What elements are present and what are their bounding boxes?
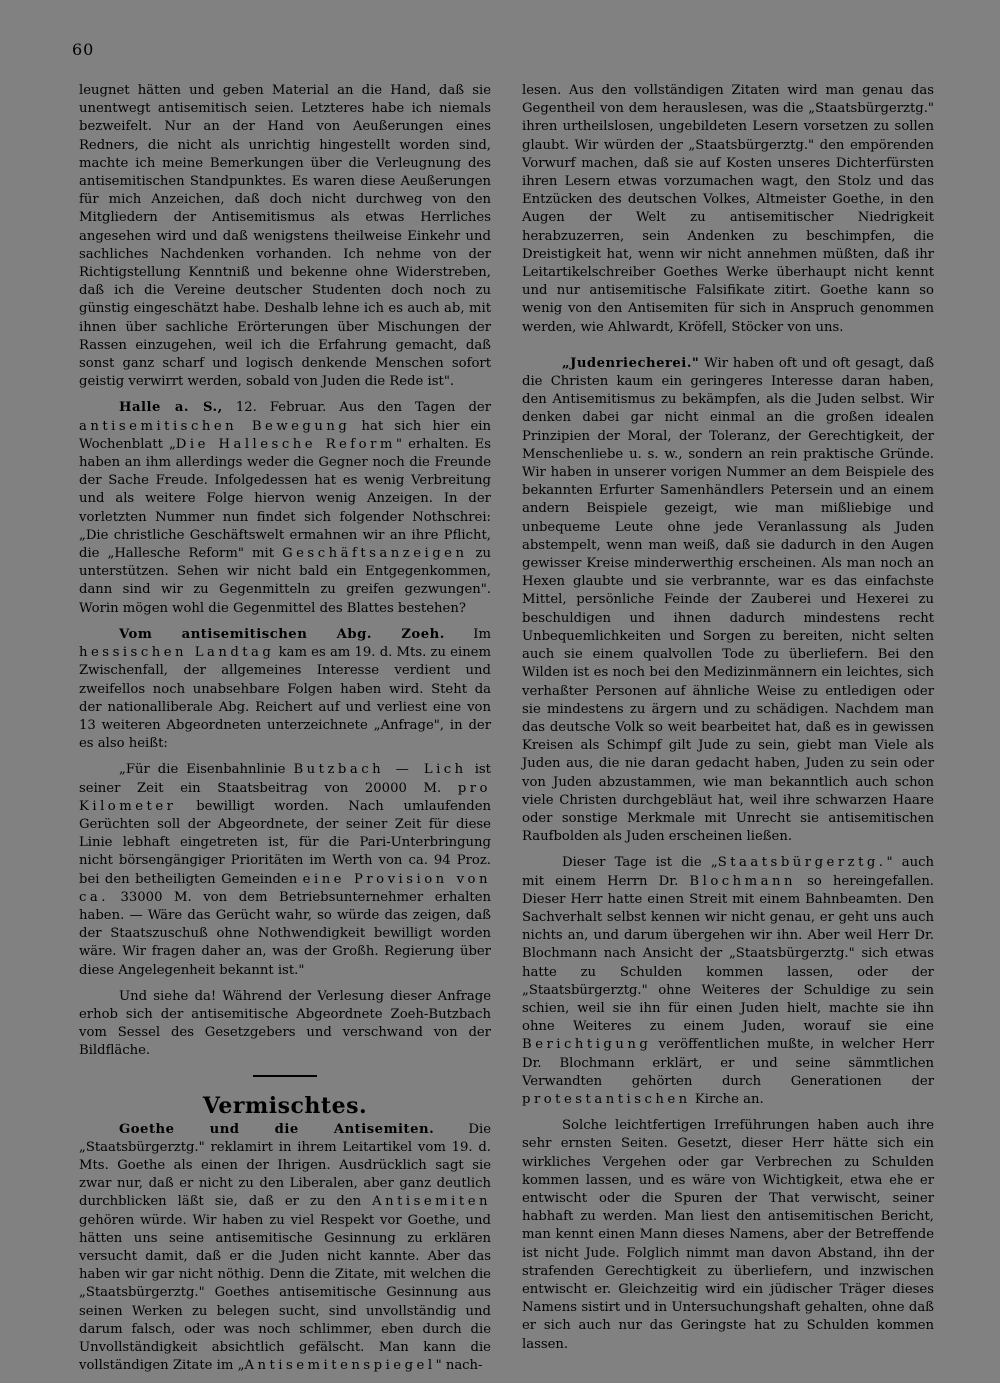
spaced-emphasis: protestantischen [522, 1091, 691, 1107]
spaced-emphasis: Staatsbürgerztg. [717, 855, 887, 871]
article-headline: „Judenriecherei." [562, 355, 700, 371]
article-zoeh: Vom antisemitischen Abg. Zoeh. Im hessischen Landtag kam es am 19. d. Mts. zu einem Zwischenfall, der allgemeines Interesse verdient und zweifellos noch unabsehbare Folgen haben wird. Steht da der nationalliberale Abg. Reichert auf und verliest eine von 13 weiteren Abgeordneten unterzeichnete „Anfrage", in der es also heißt: [79, 626, 492, 752]
spaced-emphasis: Antisemitenspiegel [244, 1358, 436, 1374]
spaced-emphasis: Antisemiten [372, 1194, 491, 1210]
article-judenriecherei: „Judenriecherei." Wir haben oft und oft gesagt, daß die Christen kaum ein geringeres Interesse daran haben, den Antisemitismus zu bekämpfen, als die Juden selbst. Wir denken dabei gar nicht einmal an die großen idealen Prinzipien der Moral, der Toleranz, der Gerechtigkeit, der Menschenliebe u. s. w., sondern an rein praktische Gründe. Wir haben in unserer vorigen Nummer an dem Beispiele des bekannten Erfurter Samenhändlers Petersein und an einem andern Beispiele gezeigt, wie man mißliebige und unbequeme Leute ohne jede Veranlassung als Juden abstempelt, wenn man weiß, daß sie dadurch in den Augen gewisser Kreise minderwerthig erscheinen. Als man noch an Hexen glaubte und sie verbrannte, war es das einfachste Mittel, persönliche Feinde der Zauberei und Hexerei zu beschuldigen und ihnen dadurch mindestens recht Unbequemlichkeiten und Sorgen zu bereiten, nicht selten auch sie einem qualvollen Tode zu überliefern. Bei den Wilden ist es noch bei den Medizinmännern ein leichtes, sich verhaßter Personen auf ähnliche Weise zu entledigen oder sie mindestens zu ärgern und zu schädigen. Nachdem man das deutsche Volk so weit bearbeitet hat, daß es in gewissen Kreisen als Schimpf gilt Jude zu sein, giebt man Viele als Juden aus, die nie daran gedacht haben, Juden zu sein oder von Juden abzustammen, wie man bekanntlich auch schon viele Christen durchgebläut hat, weil ihre schwarzen Haare oder sonstige Merkmale mit Unrecht sie antisemitischen Raufbolden als Juden erscheinen ließen. [522, 355, 934, 845]
left-column [79, 82, 491, 1383]
article-headline: Vom antisemitischen Abg. Zoeh. [119, 626, 445, 642]
article-blochmann: Dieser Tage ist die „Staatsbürgerztg." auch mit einem Herrn Dr. Blochmann so hereingefallen. Dieser Herr hatte einen Streit mit einem Bahnbeamten. Den Sachverhalt selbst kennen wir nicht genau, er geht uns auch nichts an, und darum übergehen wir ihn. Aber weil Herr Dr. Blochmann nach Ansicht der „Staatsbürgerztg." sich etwas hatte zu Schulden kommen lassen, oder der „Staatsbürgerztg." ohne Weiteres der Schuldige zu sein schien, weil sie ihn für einen Juden hielt, machte sie ihn ohne Weiteres zu einem Juden, worauf sie eine Berichtigung veröffentlichen mußte, in welcher Herr Dr. Blochmann erklärt, er und seine sämmtlichen Verwandten gehörten durch Generationen der protestantischen Kirche an. [522, 855, 935, 1107]
spaced-emphasis: Geschäftsanzeigen [282, 546, 468, 562]
spaced-emphasis: pro Kilometer [79, 780, 491, 814]
spaced-emphasis: Butzbach — Lich [293, 762, 467, 778]
article-headline: Goethe und die Antisemiten. [119, 1121, 435, 1137]
spaced-emphasis: hessischen Landtag [79, 645, 275, 661]
article-conclusion: Und siehe da! Während der Verlesung dieser Anfrage erhob sich der antisemitische Abgeordnete Zoeh-Butzbach vom Sessel des Gesetzgebers und verschwand von der Bildfläche. [79, 988, 491, 1059]
quoted-inquiry: „Für die Eisenbahnlinie Butzbach — Lich ist seiner Zeit ein Staatsbeitrag von 20000 M. pro Kilometer bewilligt worden. Nach umlaufenden Gerüchten soll der Abgeordnete, der seiner Zeit für diese Linie lebhaft eingetreten ist, für die Pari-Unterbringung nicht börsengängiger Prioritäten im Werth von ca. 94 Proz. bei den betheiligten Gemeinden eine Provision von ca. 33000 M. von dem Betriebsunternehmer erhalten haben. — Wäre das Gerücht wahr, so würde das zeigen, daß der Staatszuschuß ohne Nothwendigkeit bewilligt worden wäre. Wir fragen daher an, was der Großh. Regierung über diese Angelegenheit bekannt ist." [79, 762, 491, 978]
article-consequences: Solche leichtfertigen Irreführungen haben auch ihre sehr ernsten Seiten. Gesetzt, dieser Herr hätte sich ein wirkliches Vergehen oder gar Verbrechen zu Schulden kommen lassen, und es wäre von Wichtigkeit, etwa ehe er entwischt oder die Spuren der That verwischt, seiner habhaft zu werden. Man liest den antisemitischen Bericht, man kennt einen Mann dieses Namens, aber der Betreffende ist nicht Jude. Folglich nimmt man davon Abstand, ihn der strafenden Gerechtigkeit zu überliefern, und inzwischen entwischt er. Gleichzeitig wird ein jüdischer Träger dieses Namens sistirt und in Untersuchungshaft gehalten, ohne daß er sich auch nur das Geringste hat zu Schulden kommen lassen. [522, 1118, 934, 1352]
section-divider [253, 1075, 317, 1077]
article-goethe: Goethe und die Antisemiten. Die „Staatsbürgerztg." reklamirt in ihrem Leitartikel vom 19. d. Mts. Goethe als einen der Ihrigen. Ausdrücklich sagt sie zwar nur, daß er nicht zu den Liberalen, aber ganz deutlich durchblicken läßt sie, daß er zu den Antisemiten gehören würde. Wir haben zu viel Respekt vor Goethe, und hätten uns seine antisemitische Gesinnung zu erklären versucht damit, daß er die Juden nicht kannte. Aber das haben wir gar nicht nöthig. Denn die Zitate, mit welchen die „Staatsbürgerztg." Goethes antisemitische Gesinnung aus seinen Werken zu belegen sucht, sind unvollständig und darum falsch, oder was noch schlimmer, eben durch die Unvollständigkeit absichtlich gefälscht. Man kann die vollständigen Zitate im „Antisemitenspiegel" nach- [79, 1121, 491, 1374]
right-column [522, 82, 934, 1362]
spaced-emphasis: antisemitischen Bewegung [79, 418, 351, 434]
spaced-emphasis: eine Provision von ca. [79, 871, 491, 905]
spaced-emphasis: Die Hallesche Reform [175, 436, 396, 452]
article-halle: Halle a. S., 12. Februar. Aus den Tagen der antisemitischen Bewegung hat sich hier ein Wochenblatt „Die Hallesche Reform" erhalten. Es haben an ihm allerdings weder die Gegner noch die Freunde der Sache Freude. Infolgedessen hat es wenig Verbreitung und als weitere Folge hiervon wenig Anzeigen. In der vorletzten Nummer nun findet sich folgender Nothschrei: „Die christliche Geschäftswelt ermahnen wir an ihre Pflicht, die „Hallesche Reform" mit Geschäftsanzeigen zu unterstützen. Sehen wir nicht bald ein Entgegenkommen, dann sind wir zu Gegenmitteln zu greifen gezwungen". Worin mögen wohl die Gegenmittel des Blattes bestehen? [79, 400, 492, 616]
article-continuation: leugnet hätten und geben Material an die Hand, daß sie unentwegt antisemitisch seien. Letzteres habe ich niemals bezweifelt. Nur an der Hand von Aeußerungen eines Redners, die nicht als unrichtig hingestellt worden sind, machte ich meine Bemerkungen über die Verleugnung des antisemitischen Standpunktes. Es waren diese Aeußerungen für mich Anzeichen, daß doch nicht durchweg von den Mitgliedern der Antisemitismus als etwas Herrliches angesehen wird und daß wenigstens theilweise Einkehr und sachliches Nachdenken vorhanden. Ich nehme von der Richtigstellung Kenntniß und bekenne ohne Widerstreben, daß ich die Vereine deutscher Studenten doch noch zu günstig eingeschätzt habe. Deshalb lehne ich es auch ab, mit ihnen über sachliche Erörterungen über Mischungen der Rassen einzugehen, weil ich die Erfahrung gemacht, daß sonst ganz scharf und logisch denkende Menschen sofort geistig verwirrt werden, sobald von Juden die Rede ist". [79, 83, 491, 390]
article-headline: Halle a. S., [119, 400, 223, 416]
spaced-emphasis: Berichtigung [522, 1037, 652, 1053]
spaced-emphasis: Blochmann [689, 873, 796, 889]
section-title: Vermischtes. [202, 1092, 368, 1119]
page-number: 60 [72, 40, 95, 59]
article-goethe-continuation: lesen. Aus den vollständigen Zitaten wird man genau das Gegentheil von dem herauslesen, was die „Staatsbürgerztg." ihren urtheilslosen, ungebildeten Lesern vorsetzen zu sollen glaubt. Wir würden der „Staatsbürgerztg." den empörenden Vorwurf machen, daß sie auf Kosten unseres Dichterfürsten ihren Lesern etwas vorzumachen wagt, den Stolz und das Entzücken des deutschen Volkes, Altmeister Goethe, in den Augen der Welt zu antisemitischer Niedrigkeit herabzuzerren, sein Andenken zu beschimpfen, die Dreistigkeit hat, wenn wir nicht annehmen müßten, daß ihr Leitartikelschreiber Goethes Werke überhaupt nicht kennt und nur antisemitische Falsifikate zitirt. Goethe kann so wenig von den Antisemiten für sich in Anspruch genommen werden, wie Ahlwardt, Kröfell, Stöcker von uns. [522, 83, 934, 335]
